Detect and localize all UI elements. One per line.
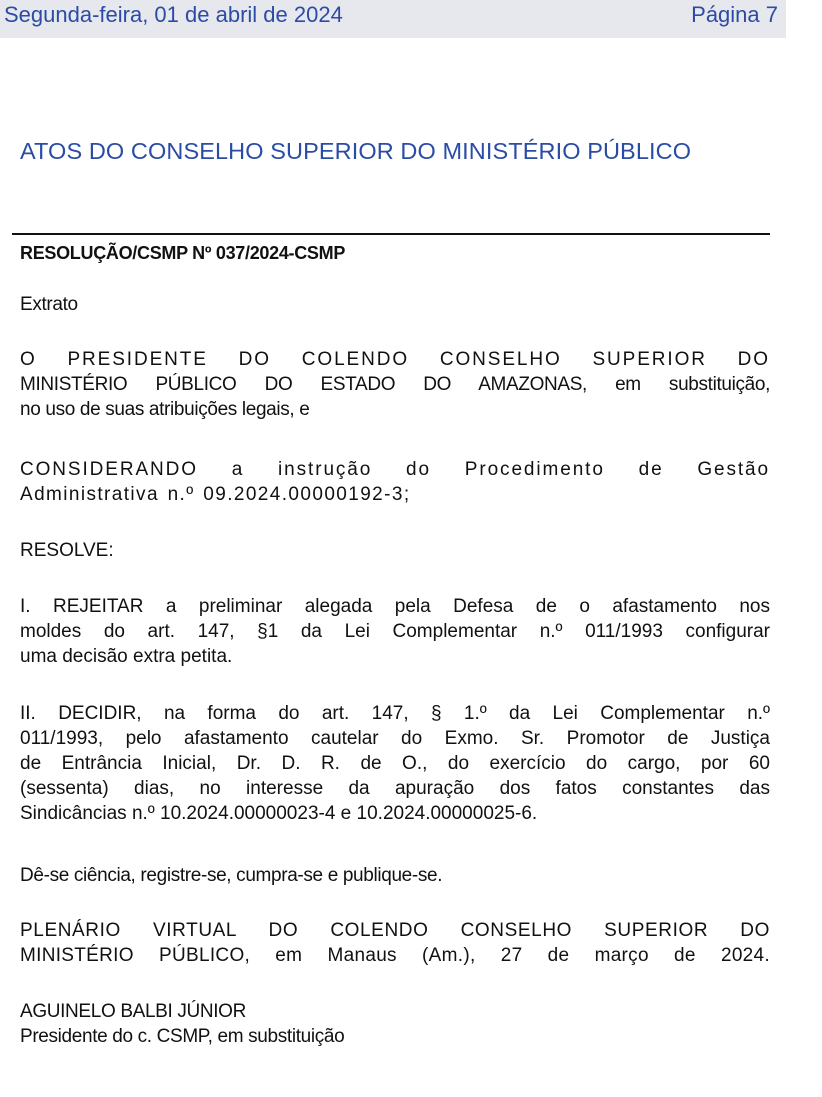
section-title: ATOS DO CONSELHO SUPERIOR DO MINISTÉRIO PÚBLICO <box>20 138 692 164</box>
item-two-paragraph <box>20 701 770 826</box>
extract-label: Extrato <box>20 294 78 315</box>
item-one-paragraph <box>20 594 770 669</box>
item-two-line: de Entrância Inicial, Dr. D. R. de O., do exercício do cargo, por 60 <box>20 753 770 774</box>
signatory-name: AGUINELO BALBI JÚNIOR <box>20 1001 246 1022</box>
considering-line: CONSIDERANDO a instrução do Procedimento de Gestão <box>20 459 770 480</box>
preamble-paragraph <box>20 347 770 422</box>
preamble-line: no uso de suas atribuições legais, e <box>20 399 310 420</box>
preamble-line: MINISTÉRIO PÚBLICO DO ESTADO DO AMAZONAS, em substituição, <box>20 374 770 395</box>
signatory-role: Presidente do c. CSMP, em substituição <box>20 1026 345 1047</box>
publication-date: Segunda-feira, 01 de abril de 2024 <box>4 2 343 27</box>
resolution-title: RESOLUÇÃO/CSMP Nº 037/2024-CSMP <box>20 243 346 263</box>
section-divider <box>12 233 770 235</box>
considering-line: Administrativa n.º 09.2024.00000192-3; <box>20 484 411 505</box>
signature-block <box>20 999 770 1049</box>
item-two-line: Sindicâncias n.º 10.2024.00000023-4 e 10.2024.00000025-6. <box>20 803 538 824</box>
page-header <box>0 0 786 38</box>
place-date-line: MINISTÉRIO PÚBLICO, em Manaus (Am.), 27 de março de 2024. <box>20 945 770 966</box>
item-two-line: II. DECIDIR, na forma do art. 147, § 1.º da Lei Complementar n.º <box>20 703 770 724</box>
place-date-paragraph <box>20 918 770 968</box>
item-two-line: 011/1993, pelo afastamento cautelar do Exmo. Sr. Promotor de Justiça <box>20 728 770 749</box>
item-two-line: (sessenta) dias, no interesse da apuração dos fatos constantes das <box>20 778 770 799</box>
closing-statement: Dê-se ciência, registre-se, cumpra-se e publique-se. <box>20 865 443 886</box>
item-one-line: I. REJEITAR a preliminar alegada pela Defesa de o afastamento nos <box>20 596 770 617</box>
page-number: Página 7 <box>691 2 778 27</box>
considering-paragraph <box>20 457 770 507</box>
item-one-line: uma decisão extra petita. <box>20 646 233 667</box>
item-one-line: moldes do art. 147, §1 da Lei Complementar n.º 011/1993 configurar <box>20 621 770 642</box>
resolve-label: RESOLVE: <box>20 540 114 561</box>
preamble-line: O PRESIDENTE DO COLENDO CONSELHO SUPERIOR DO <box>20 349 770 370</box>
place-date-line: PLENÁRIO VIRTUAL DO COLENDO CONSELHO SUPERIOR DO <box>20 920 770 941</box>
